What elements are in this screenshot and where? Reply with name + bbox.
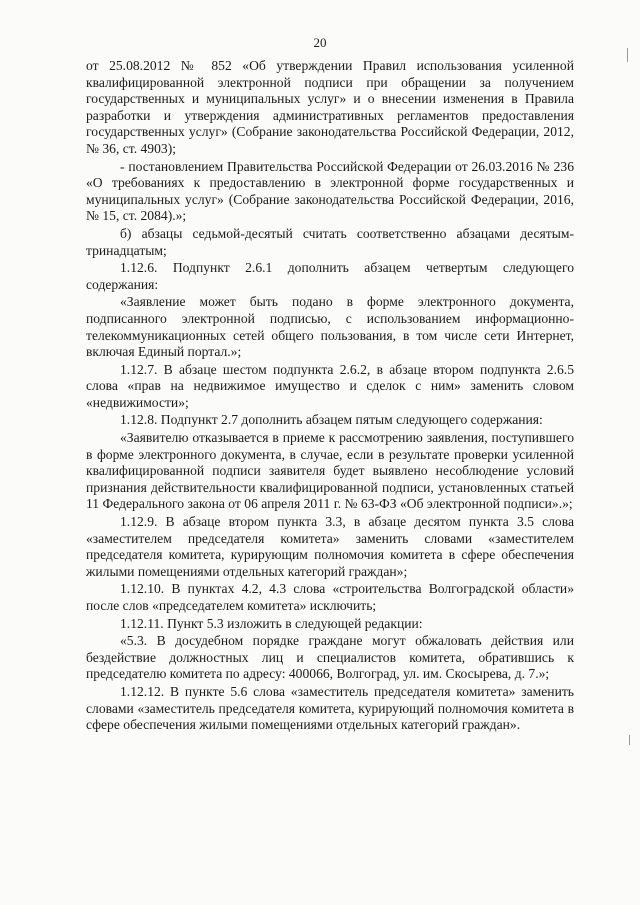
paragraph-1-12-8: 1.12.8. Подпункт 2.7 дополнить абзацем пятым следующего содержания:: [120, 412, 543, 428]
paragraph-1-12-7: 1.12.7. В абзаце шестом подпункта 2.6.2, в абзаце втором подпункта 2.6.5 слова «прав на недвижимое имущество и сделок с ним» заменить словом «недвижимости»;: [86, 361, 574, 410]
paragraph-quote-refusal: «Заявителю отказывается в приеме к рассмотрению заявления, поступившего в форме электронного документа, в случае, если в результате проверки усиленной квалифицированной подписи заявителя будет выявлено несоблюдение условий признания действительности квалифицированной подписи, установленных статьей 11 Федерального закона от 06 апреля 2011 г. № 63-ФЗ «Об электронной подписи».»;: [86, 430, 574, 512]
paragraph-1-12-6: 1.12.6. Подпункт 2.6.1 дополнить абзацем четвертым следующего содержания:: [86, 260, 574, 292]
paragraph-1-12-10: 1.12.10. В пунктах 4.2, 4.3 слова «строительства Волгоградской области» после слов «председателем комитета» исключить;: [86, 581, 574, 613]
document-body: [86, 58, 574, 734]
paragraph-1-12-11: 1.12.11. Пункт 5.3 изложить в следующей редакции:: [120, 615, 423, 631]
paragraph-decree-2016: - постановлением Правительства Российской Федерации от 26.03.2016 № 236 «О требованиях к предоставлению в электронной форме государственных и муниципальных услуг» (Собрание законодательства Российской Федерации, 2016, № 15, ст. 2084).»;: [86, 158, 574, 224]
scan-edge-mark: [627, 48, 628, 62]
paragraph-quote-5-3: «5.3. В досудебном порядке граждане могут обжаловать действия или бездействие должностных лиц и специалистов комитета, обратившись к председателю комитета по адресу: 400066, Волгоград, ул. им. Скосырева, д. 7.»;: [86, 633, 574, 682]
paragraph-b-renumber: б) абзацы седьмой-десятый считать соответственно абзацами десятым-тринадцатым;: [86, 225, 574, 258]
page-number: 20: [313, 35, 327, 50]
scan-edge-mark: [629, 735, 630, 745]
paragraph-continuation: от 25.08.2012 № 852 «Об утверждении Правил использования усиленной квалифицированной электронной подписи при обращении за получением государственных и муниципальных услуг» и о внесении изменения в Правила разработки и утверждения административных регламентов предоставления государственных услуг» (Собрание законодательства Российской Федерации, 2012, № 36, ст. 4903);: [86, 58, 574, 156]
paragraph-1-12-9: 1.12.9. В абзаце втором пункта 3.3, в абзаце десятом пункта 3.5 слова «заместителем председателя комитета» заменить словами «заместителем председателя комитета, курирующим полномочия комитета в сфере обеспечения жилыми помещениями отдельных категорий граждан»;: [86, 514, 574, 579]
paragraph-1-12-12: 1.12.12. В пункте 5.6 слова «заместитель председателя комитета» заменить словами «заместитель председателя комитета, курирующий полномочия комитета в сфере обеспечения жилыми помещениями отдельных категорий граждан».: [86, 683, 574, 733]
paragraph-quote-application: «Заявление может быть подано в форме электронного документа, подписанного электронной подписью, с использованием информационно-телекоммуникационных сетей общего пользования, в том числе сети Интернет, включая Единый портал.»;: [86, 294, 574, 360]
